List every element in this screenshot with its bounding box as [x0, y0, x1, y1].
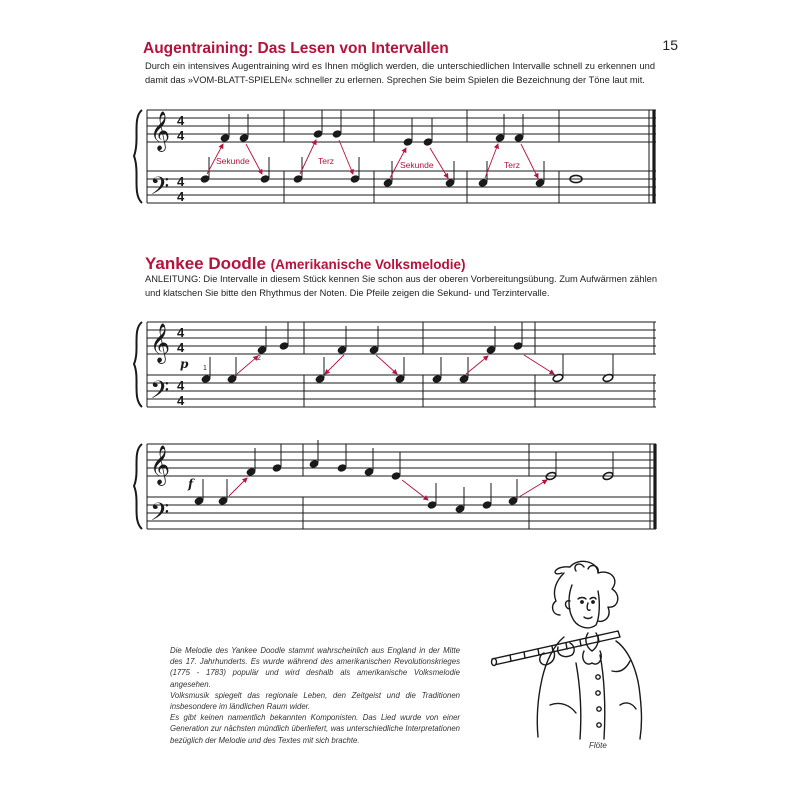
- notes-bass-2: [201, 354, 614, 383]
- brace-3: [134, 444, 142, 529]
- system-1: [134, 110, 656, 207]
- song-title-main: Yankee Doodle: [145, 254, 266, 273]
- dynamic-mark: f: [188, 477, 194, 491]
- bass-clef-3: 𝄢: [150, 498, 170, 533]
- treble-clef-2: 𝄞: [150, 323, 171, 363]
- interval-label: Terz: [318, 156, 335, 166]
- notes-bass-3: [194, 479, 518, 513]
- treble-clef-3: 𝄞: [150, 445, 171, 485]
- time-sig-bot-1b: 4: [177, 189, 185, 204]
- section-title-eye-training: Augentraining: Das Lesen von Intervallen: [143, 40, 449, 57]
- interval-label: Sekunde: [216, 156, 250, 166]
- system-2: [134, 322, 656, 411]
- time-sig-top-1b: 4: [177, 174, 185, 189]
- bass-clef-2: 𝄢: [150, 376, 170, 411]
- time-sig-top-2b: 4: [177, 378, 185, 393]
- history-paragraph: Es gibt keinen namentlich bekannten Komponisten. Das Lied wurde von einer Generation zur nächsten mündlich überliefert, was unterschiedliche Interpretationen bezüglich der Melodie und des Textes mit sich brachte.: [170, 713, 460, 745]
- dynamic-mark: p: [180, 357, 189, 371]
- notes-treble-1: [220, 110, 524, 146]
- wig-drawing: [555, 561, 618, 621]
- time-sig-bot-2a: 4: [177, 340, 185, 355]
- interval-arrows-1: [207, 140, 538, 178]
- treble-staff-3: [147, 444, 656, 476]
- time-sig-top-2a: 4: [177, 325, 185, 340]
- face-drawing: [569, 585, 599, 628]
- flute-player-illustration: [480, 555, 665, 740]
- brace-2: [134, 322, 142, 407]
- time-sig-bot-2b: 4: [177, 393, 185, 408]
- treble-staff-2: [147, 322, 656, 354]
- fingering-number: 2: [257, 355, 261, 362]
- history-paragraph: Die Melodie des Yankee Doodle stammt wahrscheinlich aus England in der Mitte des 17. Jahrhunderts. Es wurde während des amerikanischen Revolutionskrieges (1775 - 1783) populär und wird deshalb als amerikanische Volksmelodie angesehen.: [170, 646, 460, 689]
- song-subtitle: (Amerikanische Volksmelodie): [270, 257, 466, 272]
- illustration-caption: Flöte: [589, 741, 607, 750]
- song-instruction-text: ANLEITUNG: Die Intervalle in diesem Stück kennen Sie schon aus der oberen Vorbereitungsübung. Zum Aufwärmen zählen und klatschen Sie bitte den Rhythmus der Noten. Die Pfeile zeigen die Sekund- und Terzintervalle.: [145, 274, 657, 298]
- section-intro-text: Durch ein intensives Augentraining wird es Ihnen möglich werden, die unterschiedlichen Intervalle schnell zu erkennen und damit das »VOM-BLATT-SPIELEN« schneller zu erlernen. Sprechen Sie beim Spielen die Bezeichnung der Töne laut mit.: [145, 61, 655, 85]
- barlines-2: [147, 322, 654, 407]
- interval-label: Sekunde: [400, 160, 434, 170]
- time-sig-bot-1a: 4: [177, 128, 185, 143]
- system-3: [134, 440, 656, 533]
- fingering-number: 1: [203, 365, 207, 372]
- bass-clef-1: 𝄢: [150, 172, 170, 207]
- interval-label: Terz: [504, 160, 521, 170]
- page-number: 15: [662, 37, 678, 53]
- brace-1: [134, 110, 142, 203]
- barlines-3: [147, 444, 655, 529]
- interval-labels-1: [216, 156, 520, 170]
- notes-bass-1: [200, 157, 582, 187]
- history-text: [170, 645, 460, 746]
- time-sig-top-1a: 4: [177, 113, 185, 128]
- interval-arrows-2: [237, 355, 554, 374]
- history-paragraph: Volksmusik spiegelt das regionale Leben, den Zeitgeist und die Traditionen insbesondere im ländlichen Raum wider.: [170, 690, 460, 712]
- treble-clef-1: 𝄞: [150, 111, 171, 151]
